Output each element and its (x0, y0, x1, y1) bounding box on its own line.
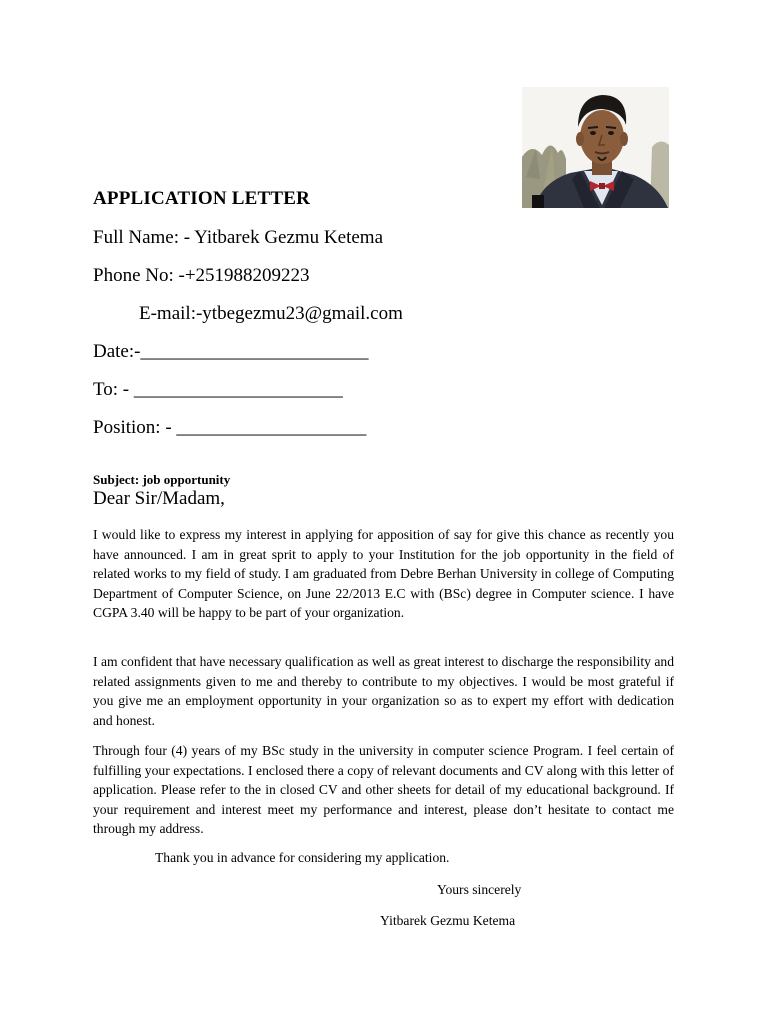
thanks-line: Thank you in advance for considering my application. (155, 850, 450, 865)
signature-name: Yitbarek Gezmu Ketema (380, 913, 516, 928)
body-paragraph-3: Through four (4) years of my BSc study in the university in computer science Program. I feel certain of fulfilling your expectations. I enclosed there a copy of relevant documents and CV along with this letter of application. Please refer to the in closed CV and other sheets for detail of my educational background. If your requirement and interest meet my performance and interest, please don’t hesitate to contact me through my address. (93, 743, 674, 836)
phone-line: Phone No: -+251988209223 (93, 265, 310, 286)
full-name-line: Full Name: - Yitbarek Gezmu Ketema (93, 227, 384, 248)
position-line: Position: - ____________________ (93, 417, 367, 438)
recipient-line: To: - ______________________ (93, 379, 343, 400)
closing-line: Yours sincerely (437, 882, 522, 897)
body-paragraph-2: I am confident that have necessary qualification as well as great interest to discharge the responsibility and related assignments given to me and thereby to contribute to my objectives. I would be most grateful if you give me an employment opportunity in your organization so as to expert my effort with dedication and honest. (93, 654, 674, 728)
date-line: Date:-________________________ (93, 341, 369, 362)
salutation: Dear Sir/Madam, (93, 488, 225, 509)
letter-title: APPLICATION LETTER (93, 188, 311, 209)
subject-line: Subject: job opportunity (93, 472, 231, 487)
body-paragraph-1: I would like to express my interest in applying for apposition of say for give this chance as recently you have announced. I am in great sprit to apply to your Institution for the job opportunity in the field of related works to my field of study. I am graduated from Debre Berhan University in college of Computing Department of Computer Science, on June 22/2013 E.C with (BSc) degree in Computer science. I have CGPA 3.40 will be happy to be part of your organization. (93, 527, 674, 620)
email-line: E-mail:-ytbegezmu23@gmail.com (139, 303, 403, 324)
applicant-photo (522, 87, 669, 208)
